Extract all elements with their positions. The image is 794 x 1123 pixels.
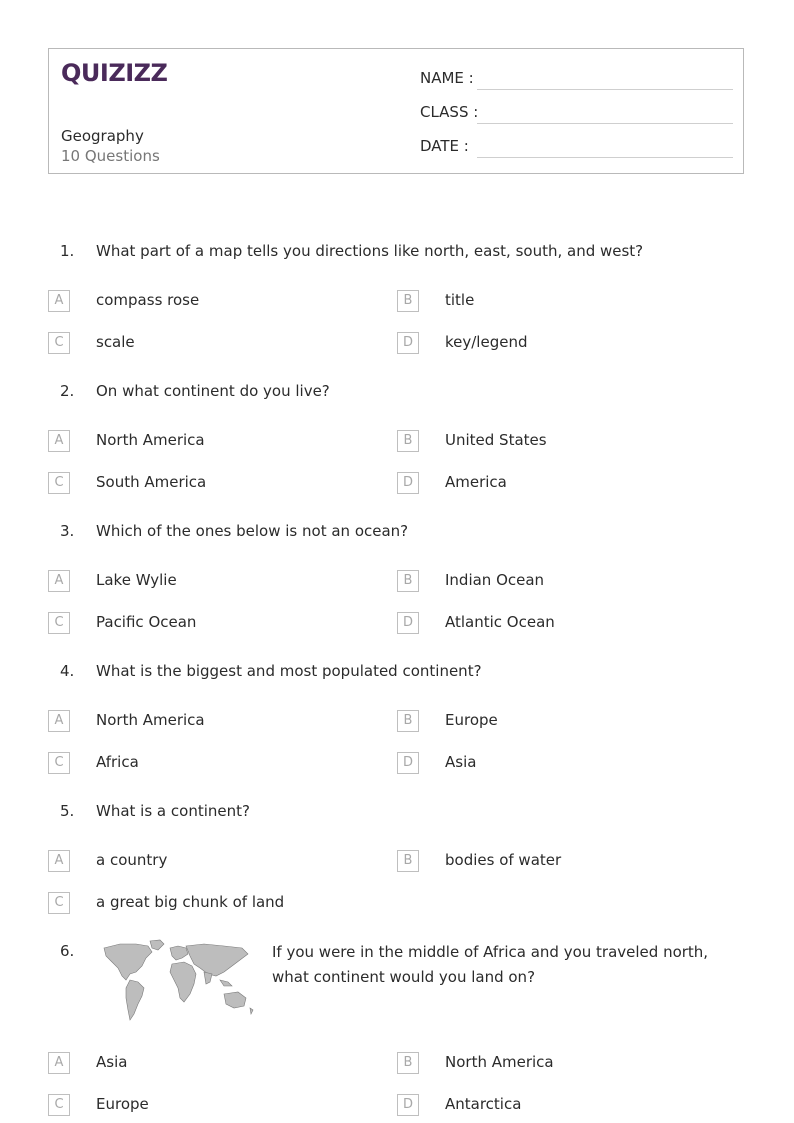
- world-map-icon: [100, 938, 256, 1024]
- option-box-a[interactable]: A: [48, 850, 70, 872]
- option-box-d[interactable]: D: [397, 612, 419, 634]
- option-text: Asia: [96, 1053, 128, 1071]
- worksheet-header: [48, 48, 744, 174]
- option-text: Africa: [96, 753, 139, 771]
- option-box-a[interactable]: A: [48, 570, 70, 592]
- quizizz-logo: QUIZIZZ: [61, 59, 168, 87]
- question-text: If you were in the middle of Africa and you traveled north, what continent would you land on?: [272, 943, 709, 986]
- option-box-b[interactable]: B: [397, 290, 419, 312]
- option-text: Europe: [96, 1095, 149, 1113]
- option-box-d[interactable]: D: [397, 1094, 419, 1116]
- question-text: What is a continent?: [96, 802, 250, 820]
- name-label: NAME :: [420, 69, 474, 87]
- question-number: 2.: [60, 382, 75, 400]
- option-text: compass rose: [96, 291, 200, 309]
- option-text: Asia: [445, 753, 477, 771]
- option-text: South America: [96, 473, 207, 491]
- class-label: CLASS :: [420, 103, 479, 121]
- option-text: North America: [96, 711, 205, 729]
- option-box-b[interactable]: B: [397, 710, 419, 732]
- option-box-d[interactable]: D: [397, 332, 419, 354]
- option-box-d[interactable]: D: [397, 752, 419, 774]
- option-box-c[interactable]: C: [48, 472, 70, 494]
- option-box-b[interactable]: B: [397, 850, 419, 872]
- option-text: Indian Ocean: [445, 571, 545, 589]
- question-number: 4.: [60, 662, 75, 680]
- option-box-a[interactable]: A: [48, 430, 70, 452]
- option-box-b[interactable]: B: [397, 570, 419, 592]
- option-text: Europe: [445, 711, 498, 729]
- option-text: America: [445, 473, 507, 491]
- option-box-b[interactable]: B: [397, 430, 419, 452]
- option-box-c[interactable]: C: [48, 332, 70, 354]
- option-text: North America: [96, 431, 205, 449]
- question-number: 3.: [60, 522, 75, 540]
- option-box-b[interactable]: B: [397, 1052, 419, 1074]
- option-box-c[interactable]: C: [48, 1094, 70, 1116]
- class-line[interactable]: [477, 123, 733, 124]
- option-text: title: [445, 291, 475, 309]
- option-box-c[interactable]: C: [48, 612, 70, 634]
- date-label: DATE :: [420, 137, 469, 155]
- question-count: 10 Questions: [61, 147, 160, 165]
- name-line[interactable]: [477, 89, 733, 90]
- date-line[interactable]: [477, 157, 733, 158]
- option-box-a[interactable]: A: [48, 1052, 70, 1074]
- option-text: Pacific Ocean: [96, 613, 197, 631]
- option-text: a country: [96, 851, 168, 869]
- option-text: Lake Wylie: [96, 571, 177, 589]
- question-text: What part of a map tells you directions like north, east, south, and west?: [96, 242, 644, 260]
- option-text: North America: [445, 1053, 554, 1071]
- option-text: scale: [96, 333, 135, 351]
- question-text: Which of the ones below is not an ocean?: [96, 522, 409, 540]
- option-text: Atlantic Ocean: [445, 613, 555, 631]
- option-text: bodies of water: [445, 851, 562, 869]
- option-box-a[interactable]: A: [48, 710, 70, 732]
- option-box-c[interactable]: C: [48, 892, 70, 914]
- subject-title: Geography: [61, 127, 144, 145]
- option-text: United States: [445, 431, 547, 449]
- option-box-a[interactable]: A: [48, 290, 70, 312]
- question-text: On what continent do you live?: [96, 382, 330, 400]
- option-box-d[interactable]: D: [397, 472, 419, 494]
- question-number: 1.: [60, 242, 75, 260]
- question-text: What is the biggest and most populated continent?: [96, 662, 482, 680]
- option-box-c[interactable]: C: [48, 752, 70, 774]
- question-number: 6.: [60, 942, 75, 960]
- option-text: a great big chunk of land: [96, 893, 285, 911]
- option-text: Antarctica: [445, 1095, 522, 1113]
- question-number: 5.: [60, 802, 75, 820]
- option-text: key/legend: [445, 333, 528, 351]
